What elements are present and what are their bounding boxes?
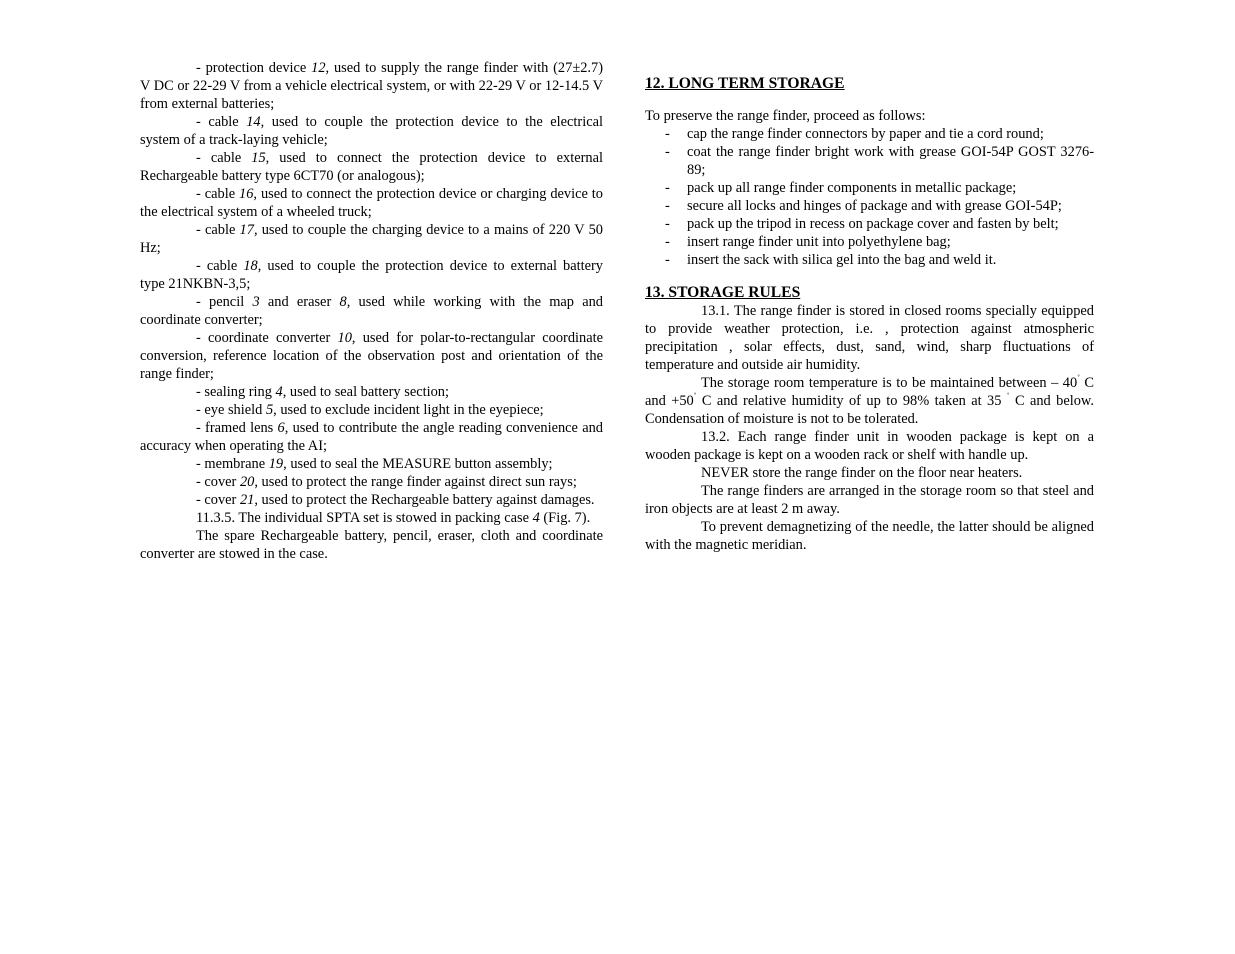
list-item-text: coat the range finder bright work with grease GOI-54P GOST 3276-89;	[687, 144, 1094, 178]
degree-mark: ˚	[1077, 374, 1080, 384]
item-text: - cover	[196, 492, 240, 508]
item-cover-21	[140, 491, 603, 509]
item-number: 18	[243, 258, 258, 274]
item-text: , used to couple the protection device to the electrical system of a track-laying vehicle;	[140, 114, 603, 148]
right-column	[645, 59, 1094, 554]
list-item-text: cap the range finder connectors by paper and tie a cord round;	[687, 126, 1044, 142]
item-text: - sealing ring	[196, 384, 276, 400]
section-13-title: 13. STORAGE RULES	[645, 284, 801, 301]
item-text: - framed lens	[196, 420, 278, 436]
item-text: , used to supply the range finder with (27±2.7) V DC or 22-29 V from a vehicle electrical system, or with 22-29 V or 12-14.5 V from external batteries;	[140, 60, 603, 112]
item-number: 21	[239, 492, 255, 508]
item-number: 14	[246, 114, 261, 130]
item-number: 4	[275, 384, 283, 400]
list-dash: -	[665, 234, 670, 250]
item-text: - membrane	[196, 456, 269, 472]
list-dash: -	[665, 126, 670, 142]
item-cover-20	[140, 473, 603, 491]
list-dash: -	[665, 180, 670, 196]
paragraph-demagnetizing: To prevent demagnetizing of the needle, the latter should be aligned with the magnetic meridian.	[645, 519, 1094, 553]
list-item	[645, 215, 1094, 233]
degree-mark: ˚	[693, 392, 697, 402]
item-number: 3	[252, 294, 260, 310]
item-cable-18	[140, 257, 603, 293]
list-item	[645, 197, 1094, 215]
item-number: 5	[265, 402, 274, 418]
item-text: , used to couple the charging device to a mains of 220 V 50 Hz;	[140, 222, 604, 256]
item-text: - pencil	[196, 294, 253, 310]
paragraph-arrangement: The range finders are arranged in the storage room so that steel and iron objects are at least 2 m away.	[645, 483, 1094, 517]
item-text: - eye shield	[196, 402, 266, 418]
left-column	[140, 59, 603, 563]
item-text: (Fig. 7).	[539, 510, 591, 526]
section-storage-rules	[645, 284, 1094, 554]
item-text: , used to protect the Rechargeable battery against damages.	[254, 492, 595, 508]
section-12-intro: To preserve the range finder, proceed as follows:	[645, 108, 926, 124]
item-cable-15	[140, 149, 603, 185]
item-text: - cable	[196, 150, 252, 166]
item-text: , used to seal battery section;	[282, 384, 449, 400]
item-number: 4	[532, 510, 540, 526]
item-number: 15	[251, 150, 266, 166]
item-text: , used to seal the MEASURE button assembly;	[283, 456, 553, 472]
list-dash: -	[665, 144, 670, 160]
list-item-text: pack up the tripod in recess on package cover and fasten by belt;	[687, 216, 1059, 232]
list-item	[645, 125, 1094, 143]
item-text: , used to couple the protection device to external battery type 21NKBN-3,5;	[140, 258, 603, 292]
list-dash: -	[665, 252, 670, 268]
item-text: , used to connect the protection device or charging device to the electrical system of a wheeled truck;	[140, 186, 604, 220]
item-text: , used for polar-to-rectangular coordinate conversion, reference location of the observation post and orientation of the range finder;	[140, 330, 603, 382]
list-item-text: insert range finder unit into polyethylene bag;	[687, 234, 951, 250]
item-text: , used to protect the range finder against direct sun rays;	[254, 474, 577, 490]
item-number: 6	[277, 420, 285, 436]
item-text: - cable	[196, 222, 240, 238]
section-12-title: 12. LONG TERM STORAGE	[645, 75, 845, 92]
item-framed-lens	[140, 419, 603, 455]
item-cable-17	[140, 221, 603, 257]
item-text: - cover	[196, 474, 240, 490]
list-item	[645, 143, 1094, 179]
paragraph-spare-items: The spare Rechargeable battery, pencil, eraser, cloth and coordinate converter are stowed in the case.	[140, 528, 603, 562]
list-item	[645, 179, 1094, 197]
storage-steps-list	[645, 125, 1094, 269]
item-protection-device	[140, 59, 603, 113]
item-coordinate-converter	[140, 329, 603, 383]
item-text: 11.3.5. The individual SPTA set is stowed in packing case	[196, 510, 533, 526]
list-item	[645, 251, 1094, 269]
item-text: , used to contribute the angle reading convenience and accuracy when operating the AI;	[140, 420, 603, 454]
list-item	[645, 233, 1094, 251]
item-sealing-ring	[140, 383, 603, 401]
item-cable-14	[140, 113, 603, 149]
item-number: 16	[239, 186, 254, 202]
item-number: 8	[339, 294, 347, 310]
list-item-text: insert the sack with silica gel into the bag and weld it.	[687, 252, 997, 268]
item-text: - cable	[196, 258, 244, 274]
item-cable-16	[140, 185, 603, 221]
degree-mark: ˚	[1006, 392, 1010, 402]
list-dash: -	[665, 198, 670, 214]
list-dash: -	[665, 216, 670, 232]
text-fragment: C and +50	[645, 375, 1094, 409]
list-item-text: pack up all range finder components in metallic package;	[687, 180, 1017, 196]
item-text: , used while working with the map and coordinate converter;	[140, 294, 603, 328]
paragraph-temperature	[645, 374, 1094, 428]
item-number: 17	[239, 222, 254, 238]
text-fragment: The storage room temperature is to be maintained between – 40	[701, 375, 1078, 391]
item-text: and eraser	[259, 294, 340, 310]
item-number: 10	[337, 330, 352, 346]
item-text: - cable	[196, 186, 240, 202]
paragraph-13-2: 13.2. Each range finder unit in wooden package is kept on a wooden package is kept on a wooden rack or shelf with handle up.	[645, 429, 1094, 463]
paragraph-11-3-5	[140, 509, 603, 527]
paragraph-never-store: NEVER store the range finder on the floor near heaters.	[701, 465, 1023, 481]
item-text: , used to connect the protection device to external Rechargeable battery type 6CT70 (or analogous);	[140, 150, 603, 184]
text-fragment: C and relative humidity of up to 98% taken at 35	[696, 393, 1007, 409]
list-item-text: secure all locks and hinges of package and with grease GOI-54P;	[687, 198, 1062, 214]
item-membrane	[140, 455, 603, 473]
item-number: 20	[239, 474, 255, 490]
item-number: 12	[311, 60, 326, 76]
text-fragment: C and below. Condensation of moisture is not to be tolerated.	[645, 393, 1094, 427]
item-text: - coordinate converter	[196, 330, 338, 346]
item-text: , used to exclude incident light in the eyepiece;	[273, 402, 544, 418]
item-text: - cable	[196, 114, 247, 130]
paragraph-13-1: 13.1. The range finder is stored in closed rooms specially equipped to provide weather protection, i.e. , protection against atmospheric precipitation , solar effects, dust, sand, wind, sharp fluctuations of temperature and outside air humidity.	[645, 303, 1094, 373]
item-eye-shield	[140, 401, 603, 419]
item-pencil-eraser	[140, 293, 603, 329]
section-long-term-storage	[645, 75, 1094, 269]
item-text: - protection device	[196, 60, 312, 76]
item-number: 19	[268, 456, 284, 472]
